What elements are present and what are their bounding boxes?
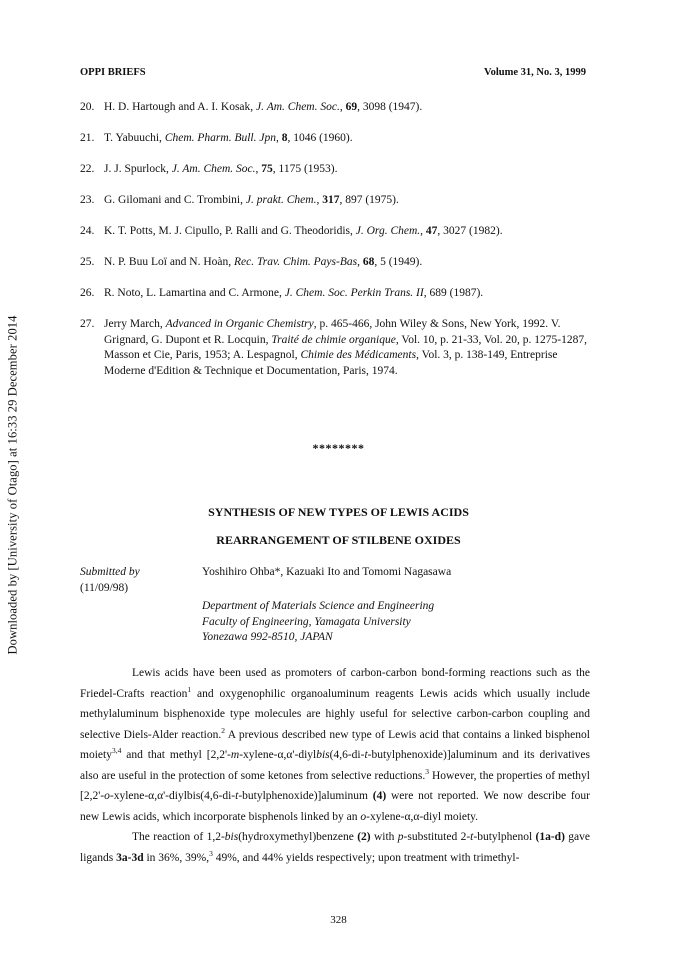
article-title-line1: SYNTHESIS OF NEW TYPES OF LEWIS ACIDS [208, 505, 469, 519]
reference-item [80, 131, 600, 146]
submitted-by-label: Submitted by [80, 566, 140, 578]
affiliation-line: Department of Materials Science and Engineering [202, 600, 435, 612]
section-separator: ******** [312, 441, 365, 455]
reference-item [80, 255, 600, 270]
reference-text: T. Yabuuchi, Chem. Pharm. Bull. Jpn, 8, 1046 (1960). [104, 132, 353, 144]
affiliation-line: Yonezawa 992-8510, JAPAN [202, 631, 333, 643]
reference-item [80, 317, 600, 379]
reference-number: 27. [80, 318, 95, 330]
reference-item [80, 286, 600, 301]
reference-number: 23. [80, 194, 95, 206]
running-header-left: OPPI BRIEFS [80, 67, 146, 78]
page-number: 328 [330, 914, 347, 926]
reference-number: 20. [80, 101, 95, 113]
reference-item [80, 224, 600, 239]
reference-number: 26. [80, 287, 95, 299]
article-body [80, 663, 590, 868]
affiliation [202, 599, 434, 646]
affiliation-line: Faculty of Engineering, Yamagata University [202, 615, 411, 628]
reference-text: G. Gilomani and C. Trombini, J. prakt. Chem., 317, 897 (1975). [104, 194, 399, 206]
reference-text: H. D. Hartough and A. I. Kosak, J. Am. Chem. Soc., 69, 3098 (1947). [104, 101, 423, 113]
submitted-date: (11/09/98) [80, 582, 129, 594]
reference-text: R. Noto, L. Lamartina and C. Armone, J. Chem. Soc. Perkin Trans. II, 689 (1987). [104, 287, 484, 299]
reference-number: 25. [80, 256, 95, 268]
running-header-right: Volume 31, No. 3, 1999 [484, 67, 586, 78]
reference-item [80, 162, 600, 177]
reference-list [80, 100, 600, 379]
reference-text: Jerry March, Advanced in Organic Chemistry, p. 465-466, John Wiley & Sons, New York, 1992. V. Grignard, G. Dupont et R. Locquin, Traité de chimie organique, Vol. 10, p. 21-33, Vol. 20, p. 1275-1287, Masson et Cie, Paris, 1953; A. Lespagnol, Chimie des Médicaments, Vol. 3, p. 138-149, Entreprise Moderne d'Edition & Technique et Documentation, Paris, 1974. [104, 318, 587, 377]
body-paragraph: The reaction of 1,2-bis(hydroxymethyl)benzene (2) with p-substituted 2-t-butylphenol (1a-d) gave ligands 3a-3d in 36%, 39%,$^3$ 49%, and 44% yields respectively; upon treatment with trimethyl- [80, 831, 590, 864]
article-title-line2: REARRANGEMENT OF STILBENE OXIDES [216, 533, 461, 547]
reference-number: 21. [80, 132, 95, 144]
reference-text: N. P. Buu Loï and N. Hoàn, Rec. Trav. Chim. Pays-Bas, 68, 5 (1949). [104, 256, 423, 268]
reference-text: K. T. Potts, M. J. Cipullo, P. Ralli and G. Theodoridis, J. Org. Chem., 47, 3027 (1982). [104, 225, 503, 237]
reference-number: 22. [80, 163, 95, 175]
reference-item [80, 193, 600, 208]
download-watermark [5, 290, 21, 680]
reference-item [80, 100, 600, 115]
author-list: Yoshihiro Ohba*, Kazuaki Ito and Tomomi Nagasawa [202, 566, 452, 578]
body-paragraph: Lewis acids have been used as promoters of carbon-carbon bond-forming reactions such as the Friedel-Crafts reaction$^1$ and oxygenophilic organoaluminum reagents Lewis acids which usually include methylaluminum bisphenoxide type molecules are highly useful for selective carbon-carbon coupling and selective Diels-Alder reaction.$^2$ A previous described new type of Lewis acid that contains a linked bisphenol moiety$^{3,4}$ and that methyl [2,2'-m-xylene-α,α'-diylbis(4,6-di-t-butylphenoxide)]aluminum and its derivatives also are useful in the protection of some ketones from selective reductions.$^3$ However, the properties of methyl [2,2'-o-xylene-α,α'-diylbis(4,6-di-t-butylphenoxide)]aluminum (4) were not reported. We now describe four new Lewis acids, which incorporate bisphenols linked by an o-xylene-α,α-diyl moiety. [80, 667, 590, 823]
reference-text: J. J. Spurlock, J. Am. Chem. Soc., 75, 1175 (1953). [104, 163, 338, 175]
reference-number: 24. [80, 225, 95, 237]
download-watermark-text: Downloaded by [University of Otago] at 16:33 29 December 2014 [5, 315, 20, 655]
